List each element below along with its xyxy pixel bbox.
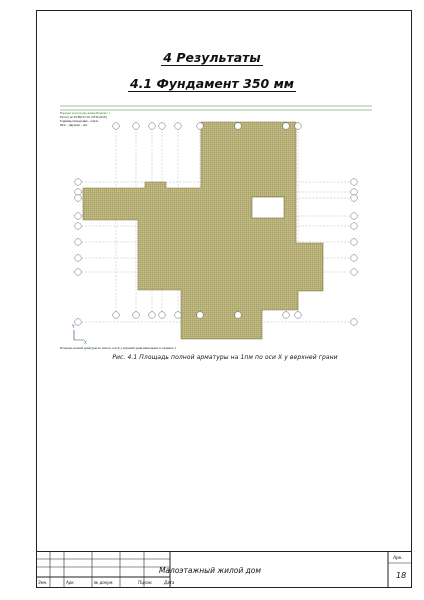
stamp-title: Малоэтажный жилой дом <box>158 566 262 575</box>
right-axis-bubbles <box>351 179 358 326</box>
stamp-col-change: Змн. <box>38 580 48 585</box>
plot-header-line-3: Единицы измерения - см2/м <box>60 119 99 123</box>
figure-caption: Рис. 4.1 Площадь полной арматуры на 1пм по оси X у верхней грани <box>112 354 338 361</box>
xy-axis-icon <box>74 330 84 340</box>
plot-bottom-note: Площадь полной арматуры на 1пм по оси X у верхней грани ниже/выше в элементе 1 <box>60 346 177 350</box>
plot-header-line-4: Шаг - Двухшаг - мм <box>60 123 88 127</box>
stamp-col-sign: Підпис <box>138 580 153 585</box>
plot-header-line-2: Расчет по РСН(СП 20.13330.2016) <box>60 115 107 119</box>
foundation-slab <box>83 122 323 339</box>
stamp-col-sheet: Арк. <box>66 580 75 585</box>
left-axis-bubbles <box>75 179 82 326</box>
stamp-col-date: Дата <box>164 580 175 585</box>
stamp-col-doc: № докум. <box>94 580 114 585</box>
stamp-sheet-number: 18 <box>396 571 407 580</box>
stamp-sheet-label: Арк. <box>393 556 404 561</box>
slab-opening <box>252 197 284 218</box>
axis-y-label: Y <box>72 324 75 329</box>
subsection-title: 4.1 Фундамент 350 мм <box>129 76 294 91</box>
axis-x-label: X <box>84 340 87 345</box>
section-title: 4 Результаты <box>163 50 261 65</box>
plot-header-line-1: Вариант конструирования Вариант 1 <box>60 111 111 115</box>
